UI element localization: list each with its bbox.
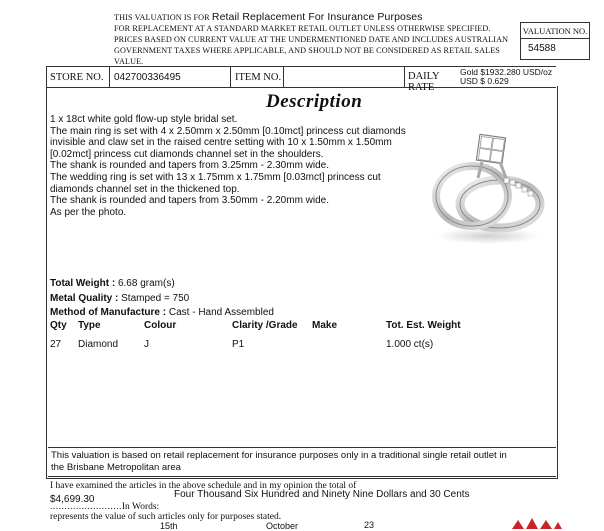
daily-rate-label: DAILY RATE <box>408 71 440 93</box>
total-weight <box>50 278 175 289</box>
metal-quality <box>50 293 189 304</box>
footer-in-words: .........................In Words: <box>50 502 160 512</box>
col-tot-weight: Tot. Est. Weight <box>386 320 461 331</box>
total-weight-value: 6.68 gram(s) <box>117 278 175 289</box>
description-line: 1 x 18ct white gold flow-up style bridal set. <box>50 114 238 125</box>
row-type: Diamond <box>78 339 119 350</box>
red-stamp-icon <box>508 516 564 529</box>
store-no-value: 042700336495 <box>114 72 181 83</box>
divider <box>46 478 558 479</box>
metal-quality-value: Stamped = 750 <box>121 293 190 304</box>
description-line: diamonds channel set in the thickened top. <box>50 183 240 195</box>
valuation-no-value: 54588 <box>528 43 556 54</box>
col-colour: Colour <box>144 320 177 331</box>
header-purpose: Retail Replacement For Insurance Purposes <box>211 11 423 23</box>
description-line: The wedding ring is set with 13 x 1.75mm x 1.75mm [0.03mct] princess cut <box>50 171 381 183</box>
disclaimer-box <box>48 447 556 477</box>
method-label: Method of Manufacture : <box>50 307 167 318</box>
method-value: Cast - Hand Assembled <box>168 307 274 318</box>
row-tot-weight: 1.000 ct(s) <box>386 339 434 350</box>
method-of-manufacture <box>50 307 274 318</box>
col-make: Make <box>312 320 338 331</box>
description-line: invisible and claw set in the raised centre setting with 10 x 1.50mm x 1.50mm <box>50 137 392 149</box>
description-title: Description <box>266 91 363 112</box>
description-line: The shank is rounded and tapers from 3.25mm - 2.30mm wide. <box>50 160 330 172</box>
disclaimer-line-2: the Brisbane Metropolitan area <box>51 462 181 473</box>
valuation-no-label: VALUATION NO. <box>521 23 589 39</box>
in-words-value: Four Thousand Six Hundred and Ninety Nine Dollars and 30 Cents <box>174 489 470 500</box>
header-prefix: THIS VALUATION IS FOR <box>114 13 210 22</box>
header-line-3: PRICES BASED ON CURRENT VALUE AT THE UNDERMENTIONED DATE AND INCLUDES AUSTRALIAN <box>114 35 509 44</box>
total-weight-label: Total Weight : <box>50 278 116 289</box>
item-no-label: ITEM NO. <box>235 72 282 83</box>
metal-quality-label: Metal Quality : <box>50 293 119 304</box>
store-no-label: STORE NO. <box>50 72 104 83</box>
rate-usd: USD $ 0.629 <box>460 76 509 86</box>
valuation-no-box <box>520 22 590 60</box>
rate-gold: Gold $1932.280 USD/oz <box>460 67 553 77</box>
description-text <box>50 114 406 218</box>
footer-year: 23 <box>364 520 375 530</box>
description-line: As per the photo. <box>50 206 127 218</box>
footer-day: 15th <box>160 521 178 531</box>
footer-examined: I have examined the articles in the above schedule and in my opinion the total of <box>50 481 357 491</box>
row-qty: 27 <box>50 339 62 350</box>
row-clarity: P1 <box>232 339 245 350</box>
footer-represents: represents the value of such articles only for purposes stated. <box>50 512 282 522</box>
description-line: The main ring is set with 4 x 2.50mm x 2.50mm [0.10mct] princess cut diamonds <box>50 125 406 137</box>
header-line-4: GOVERNMENT TAXES WHERE APPLICABLE, AND SHOULD NOT BE CONSIDERED AS RETAIL SALES VALUE. <box>114 46 500 66</box>
footer-month: October <box>266 521 299 531</box>
col-qty: Qty <box>50 320 67 331</box>
description-line: [0.02mct] princess cut diamonds channel set in the shoulders. <box>50 148 324 160</box>
col-clarity: Clarity /Grade <box>232 320 298 331</box>
disclaimer-line-1: This valuation is based on retail replacement for insurance purposes only in a traditional single retail outlet in <box>51 450 507 461</box>
footer-amount: $4,699.30 <box>50 494 95 505</box>
stones-table <box>50 320 530 356</box>
info-row <box>46 66 556 93</box>
header-statement <box>114 12 514 67</box>
header-line-2: FOR REPLACEMENT AT A STANDARD MARKET RETAIL OUTLET UNLESS OTHERWISE SPECIFIED. <box>114 24 491 33</box>
col-type: Type <box>78 320 101 331</box>
row-colour: J <box>144 339 149 350</box>
in-words-label: In Words: <box>121 502 160 512</box>
ring-photo <box>420 118 550 248</box>
description-line: The shank is rounded and tapers from 3.50mm - 2.20mm wide. <box>50 195 330 207</box>
